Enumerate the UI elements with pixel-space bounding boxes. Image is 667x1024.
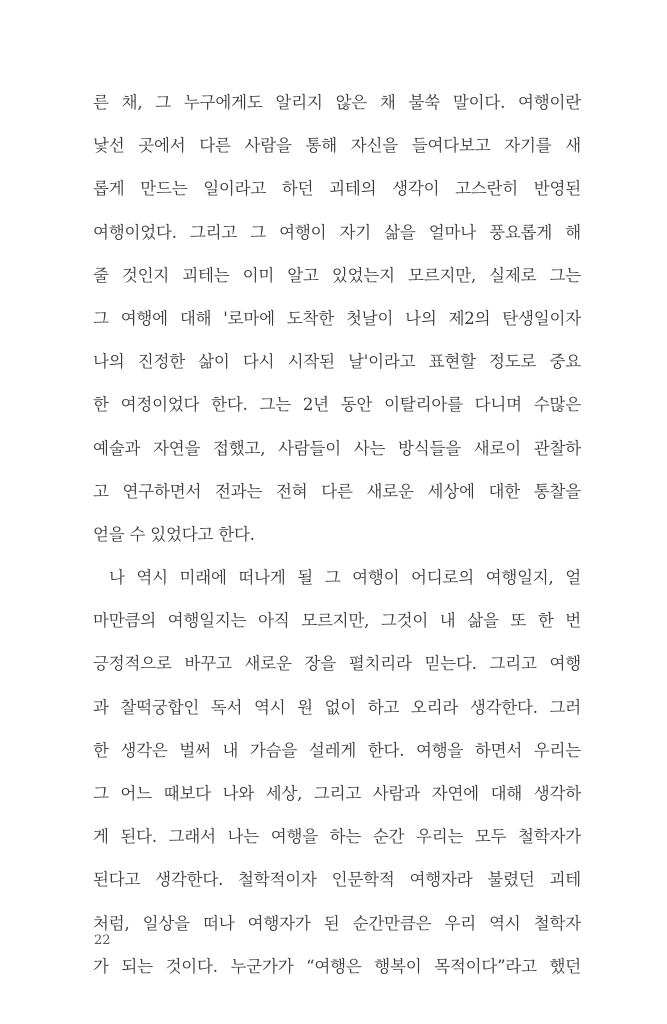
text-line: 게 된다. 그래서 나는 여행을 하는 순간 우리는 모두 철학자가 <box>93 827 581 847</box>
text-line: 얻을 수 있었다고 한다. <box>93 524 255 544</box>
text-line: 른 채, 그 누구에게도 알리지 않은 채 불쑥 말이다. 여행이란 <box>93 93 581 112</box>
text-line: 롭게 만드는 일이라고 하던 괴테의 생각이 고스란히 반영된 <box>93 179 581 199</box>
text-line: 한 생각은 벌써 내 가슴을 설레게 한다. 여행을 하면서 우리는 <box>93 740 581 760</box>
text-line: 여행이었다. 그리고 그 여행이 자기 삶을 얼마나 풍요롭게 해 <box>93 222 581 242</box>
text-line: 고 연구하면서 전과는 전혀 다른 새로운 세상에 대한 통찰을 <box>93 481 581 501</box>
text-line: 예술과 자연을 접했고, 사람들이 사는 방식들을 새로이 관찰하 <box>93 438 581 458</box>
text-line: 낯선 곳에서 다른 사람을 통해 자신을 들여다보고 자기를 새 <box>93 136 581 156</box>
text-line: 마만큼의 여행일지는 아직 모르지만, 그것이 내 삶을 또 한 번 <box>93 611 581 631</box>
page-number: 22 <box>94 933 111 948</box>
paragraph <box>93 86 581 561</box>
text-line: 그 어느 때보다 나와 세상, 그리고 사람과 자연에 대해 생각하 <box>93 784 581 803</box>
text-line: 줄 것인지 괴테는 이미 알고 있었는지 모르지만, 실제로 그는 <box>93 265 581 285</box>
text-line: 된다고 생각한다. 철학적이자 인문학적 여행자라 불렸던 괴테 <box>93 870 581 890</box>
text-line: 처럼, 일상을 떠나 여행자가 된 순간만큼은 우리 역시 철학자 <box>93 913 581 933</box>
text-line: 나의 진정한 삶이 다시 시작된 날'이라고 표현할 정도로 중요 <box>93 352 581 372</box>
page-body <box>93 86 581 993</box>
text-line: 긍정적으로 바꾸고 새로운 장을 펼치리라 믿는다. 그리고 여행 <box>93 654 581 674</box>
paragraph <box>93 561 581 993</box>
text-line: 가 되는 것이다. 누군가가 “여행은 행복이 목적이다”라고 했던 <box>93 956 581 976</box>
text-line: 나 역시 미래에 떠나게 될 그 여행이 어디로의 여행일지, 얼 <box>109 568 581 588</box>
text-line: 그 여행에 대해 '로마에 도착한 첫날이 나의 제2의 탄생일이자 <box>93 308 581 328</box>
text-line: 과 찰떡궁합인 독서 역시 원 없이 하고 오리라 생각한다. 그러 <box>93 697 581 717</box>
text-line: 한 여정이었다 한다. 그는 2년 동안 이탈리아를 다니며 수많은 <box>93 395 581 415</box>
